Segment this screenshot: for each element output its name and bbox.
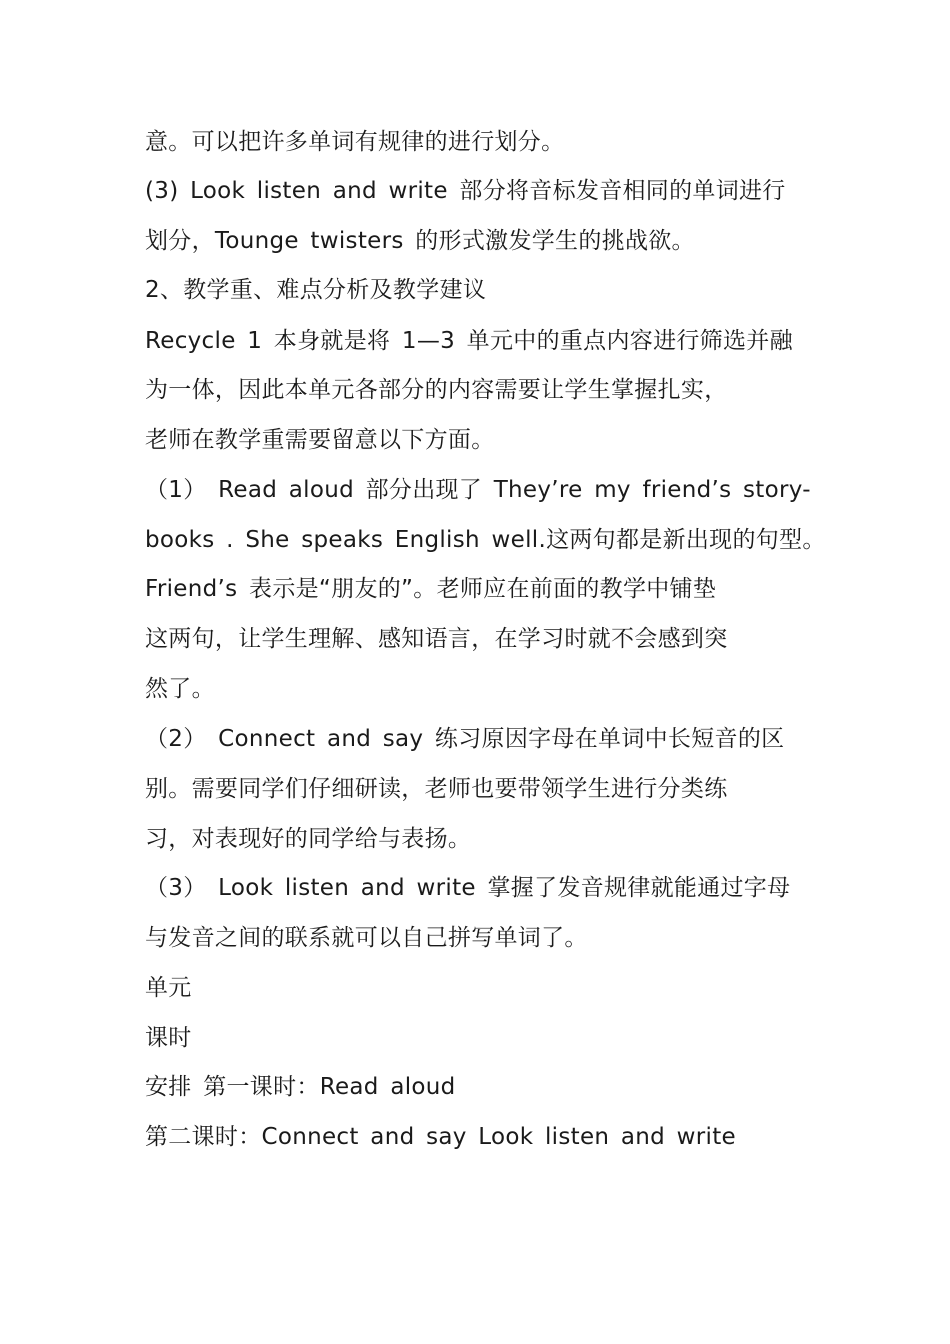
text-line: 安排 第一课时：Read aloud (145, 1074, 456, 1100)
text-line: 然了。 (145, 676, 215, 702)
text-line: Recycle 1 本身就是将 1—3 单元中的重点内容进行筛选并融 (145, 328, 793, 354)
text-line: 别。需要同学们仔细研读，老师也要带领学生进行分类练 (145, 776, 728, 802)
text-line: （1） Read aloud 部分出现了 They’re my friend’s story- (145, 477, 811, 503)
text-line: （3） Look listen and write 掌握了发音规律就能通过字母 (145, 875, 791, 901)
text-line: 习，对表现好的同学给与表扬。 (145, 826, 472, 852)
text-line: 课时 (145, 1025, 192, 1051)
section-heading: 2、教学重、难点分析及教学建议 (145, 277, 487, 303)
text-line: 这两句，让学生理解、感知语言，在学习时就不会感到突 (145, 626, 728, 652)
text-line: 意。可以把许多单词有规律的进行划分。 (145, 129, 565, 155)
text-line: 划分，Tounge twisters 的形式激发学生的挑战欲。 (145, 228, 695, 254)
text-line: 第二课时：Connect and say Look listen and write (145, 1124, 737, 1150)
text-line: 为一体，因此本单元各部分的内容需要让学生掌握扎实， (145, 377, 728, 403)
text-line: (3) Look listen and write 部分将音标发音相同的单词进行 (145, 178, 786, 204)
text-line: （2） Connect and say 练习原因字母在单词中长短音的区 (145, 726, 785, 752)
text-line: 单元 (145, 975, 192, 1001)
text-line: Friend’s 表示是“朋友的”。老师应在前面的教学中铺垫 (145, 576, 717, 602)
text-line: books . She speaks English well.这两句都是新出现的句型。 (145, 527, 826, 553)
text-line: 老师在教学重需要留意以下方面。 (145, 427, 495, 453)
text-line: 与发音之间的联系就可以自己拼写单词了。 (145, 925, 588, 951)
